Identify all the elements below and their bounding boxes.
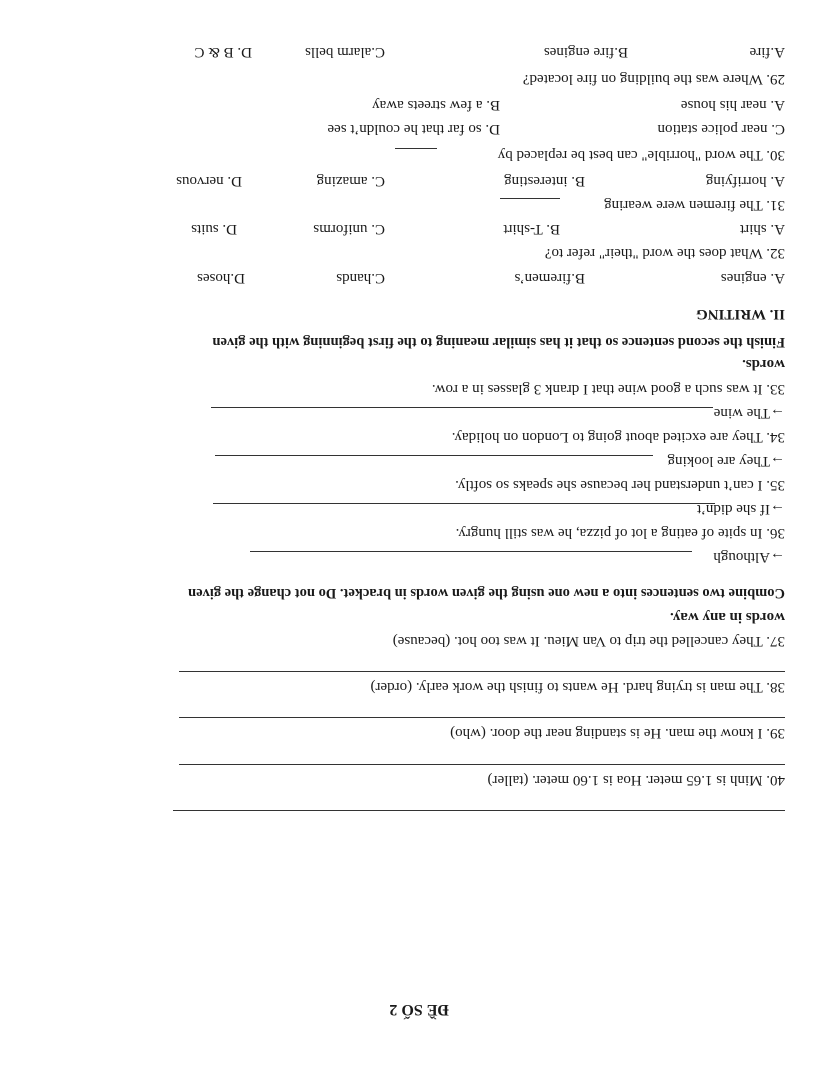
q29-option-c: C. near police station: [657, 121, 785, 137]
prompt-33: →The wine: [713, 405, 785, 421]
q32-option-b: B.firemen’s: [514, 270, 585, 286]
answer-line[interactable]: [213, 503, 715, 504]
question-33: 33. It was such a good wine that I drank 3 glasses in a row.: [431, 381, 785, 397]
question-37: 37. They cancelled the trip to Van Mieu. It was too hot. (because): [392, 633, 785, 649]
q30-option-a: A. horrifying: [705, 173, 785, 189]
q32-option-d: D.hoses: [197, 270, 245, 286]
question-36: 36. In spite of eating a lot of pizza, he was still hungry.: [455, 525, 785, 541]
q32-option-c: C.hands: [336, 270, 385, 286]
answer-blank: [395, 148, 437, 149]
answer-line[interactable]: [211, 407, 713, 408]
q32-option-a: A. engines: [720, 270, 785, 286]
answer-blank: [500, 198, 560, 199]
option-d: D. B & C: [194, 44, 252, 60]
q30-option-d: D. nervous: [176, 173, 242, 189]
answer-line[interactable]: [215, 455, 653, 456]
instruction-line: words in any way.: [669, 609, 785, 625]
question-38: 38. The man is trying hard. He wants to finish the work early. (order): [370, 679, 785, 695]
instruction-line: Combine two sentences into a new one using the given words in bracket. Do not change the given: [188, 585, 785, 601]
q31-option-b: B. T-shirt: [503, 221, 560, 237]
page-title: ĐỀ SỐ 2: [389, 1001, 449, 1018]
option-a: A.fire: [749, 44, 785, 60]
section-heading: II. WRITING: [696, 306, 785, 322]
question-30: 30. The word "horrible" can best be replaced by: [497, 147, 785, 163]
q31-option-d: D. suits: [191, 221, 237, 237]
question-40: 40. Minh is 1.65 meter. Hoa is 1.60 meter. (taller): [487, 772, 785, 788]
question-35: 35. I can’t understand her because she speaks so softly.: [455, 477, 785, 493]
q30-option-b: B. interesting: [504, 173, 585, 189]
question-29: 29. Where was the building on fire located?: [522, 71, 785, 87]
answer-line[interactable]: [179, 717, 785, 718]
option-b: B.fire engines: [543, 44, 628, 60]
answer-line[interactable]: [173, 810, 785, 811]
q31-option-c: C. uniforms: [313, 221, 385, 237]
q29-option-b: B. a few streets away: [372, 97, 500, 113]
answer-line[interactable]: [179, 764, 785, 765]
q29-option-a: A. near his house: [680, 97, 785, 113]
prompt-36: →Although: [713, 549, 785, 565]
instruction-line: Finish the second sentence so that it has similar meaning to the first beginning with the given: [212, 334, 785, 350]
q29-option-d: D. so far that he couldn’t see: [327, 121, 500, 137]
question-31: 31. The firemen were wearing: [604, 197, 785, 213]
answer-line[interactable]: [179, 671, 785, 672]
prompt-35: →If she didn’t: [696, 501, 785, 517]
question-39: 39. I know the man. He is standing near the door. (who): [450, 725, 785, 741]
instruction-line: words.: [742, 356, 785, 372]
prompt-34: →They are looking: [667, 453, 785, 469]
answer-line[interactable]: [250, 551, 692, 552]
q30-option-c: C. amazing: [316, 173, 385, 189]
q31-option-a: A. shirt: [740, 221, 785, 237]
option-c: C.alarm bells: [305, 44, 385, 60]
question-34: 34. They are excited about going to London on holiday.: [451, 429, 785, 445]
question-32: 32. What does the word "their" refer to?: [544, 245, 785, 261]
